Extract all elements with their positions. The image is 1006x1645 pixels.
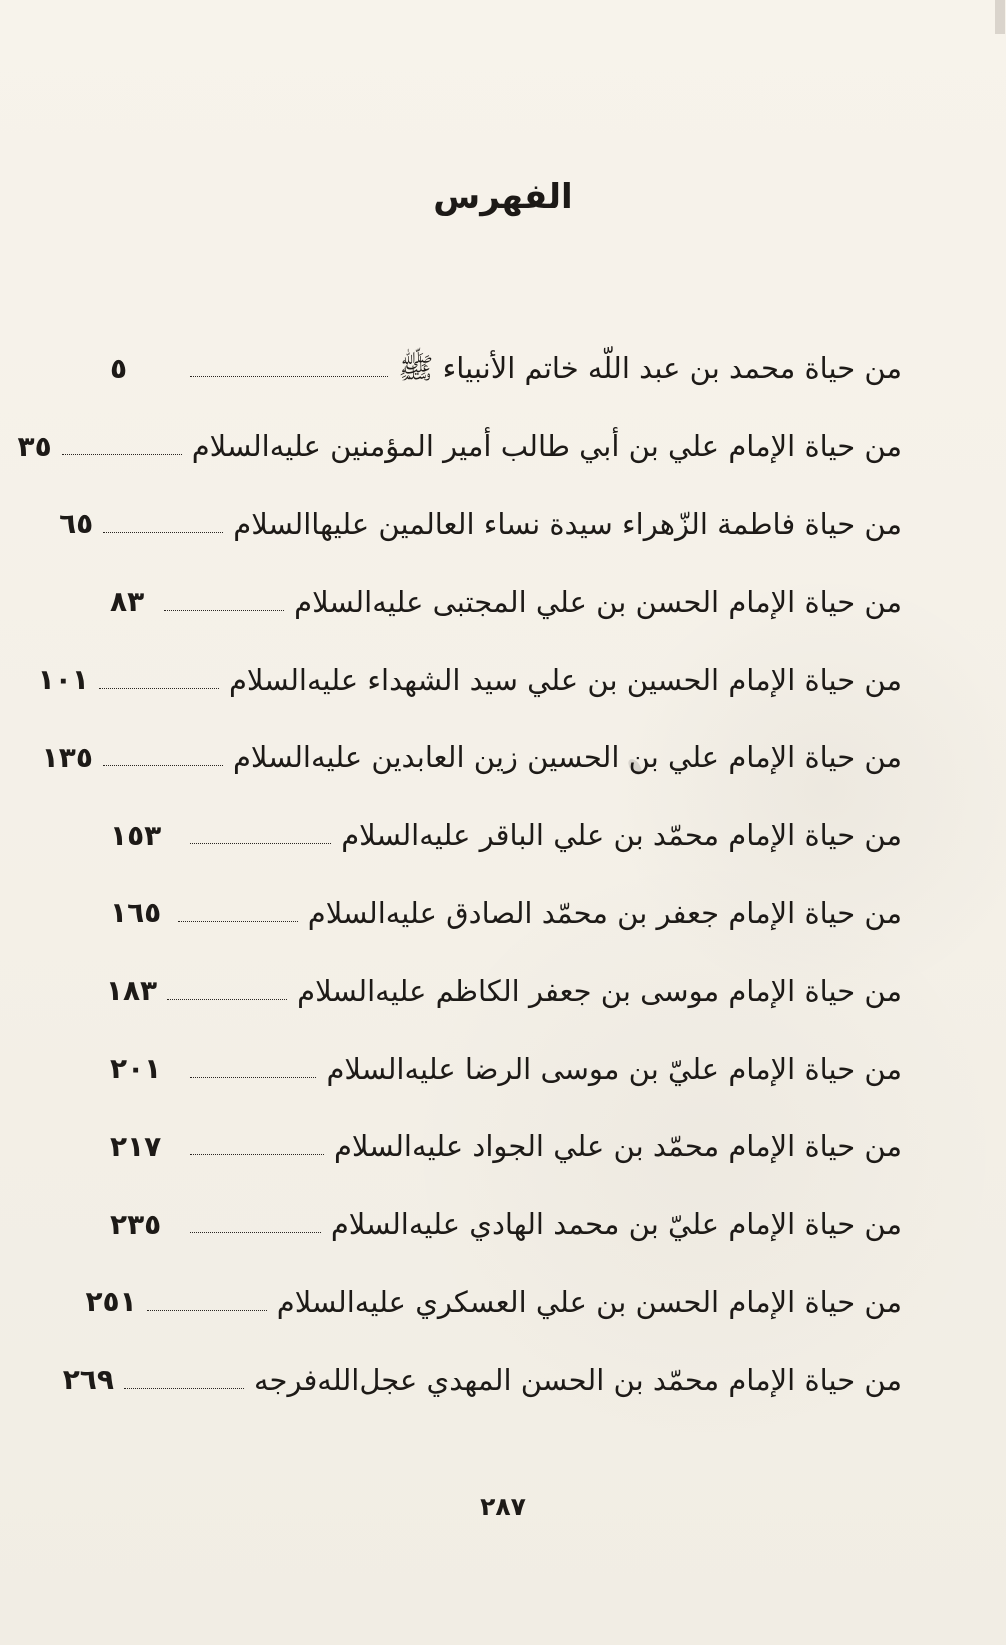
dot-leader	[190, 1232, 321, 1233]
toc-row	[105, 952, 902, 1030]
toc-entry-text: من حياة الإمام جعفر بن محمّد الصادق عليه‌السلام	[307, 895, 902, 930]
toc-page-number: ٥	[110, 351, 128, 385]
toc-page-number: ٢٦٩	[62, 1363, 114, 1397]
toc-entry-text: من حياة الإمام محمّد بن علي الباقر عليه‌السلام	[341, 818, 902, 853]
toc-entry-text: من حياة الإمام محمّد بن الحسن المهدي عجل‌الله‌فرجه	[253, 1362, 902, 1397]
page-title: الفهرس	[433, 177, 573, 217]
toc-page-number: ١٠١	[37, 663, 89, 697]
toc-entry-text: من حياة الإمام علي بن الحسين زين العابدين عليه‌السلام	[232, 740, 902, 775]
toc-row	[110, 1030, 902, 1108]
toc-entry-text: من حياة الإمام عليّ بن محمد الهادي عليه‌السلام	[330, 1207, 902, 1242]
toc-page-number: ٢١٧	[110, 1129, 162, 1163]
toc-page-number: ١٦٥	[110, 896, 162, 930]
table-of-contents	[17, 330, 902, 1419]
toc-row	[85, 1264, 902, 1342]
dot-leader	[178, 921, 298, 922]
dot-leader	[190, 376, 388, 377]
toc-entry-text: من حياة الإمام عليّ بن موسى الرضا عليه‌السلام	[326, 1051, 902, 1086]
toc-page-number: ١٣٥	[41, 740, 93, 774]
toc-page-number: ٢٥١	[85, 1285, 137, 1319]
toc-row	[41, 719, 902, 797]
dot-leader	[190, 1077, 316, 1078]
dot-leader	[190, 1154, 324, 1155]
dot-leader	[190, 843, 331, 844]
dot-leader	[103, 532, 223, 533]
dot-leader	[164, 610, 284, 611]
toc-entry-text: من حياة فاطمة الزّهراء سيدة نساء العالمين عليها‌السلام	[233, 506, 902, 541]
toc-row	[110, 563, 902, 641]
toc-row	[17, 408, 902, 486]
scan-mark	[995, 0, 1005, 34]
toc-page-number: ٨٣	[110, 585, 145, 619]
page-number: ٢٨٧	[480, 1492, 526, 1521]
dot-leader	[124, 1388, 244, 1389]
dot-leader	[147, 1310, 267, 1311]
toc-page-number: ٢٣٥	[110, 1207, 162, 1241]
toc-entry-text: من حياة الإمام موسى بن جعفر الكاظم عليه‌السلام	[297, 973, 902, 1008]
toc-row	[59, 486, 902, 564]
toc-page-number: ٦٥	[59, 507, 94, 541]
toc-page-number: ٣٥	[17, 429, 52, 463]
toc-row	[110, 330, 902, 408]
toc-row	[62, 1341, 902, 1419]
dot-leader	[103, 765, 223, 766]
toc-entry-text: من حياة الإمام الحسن بن علي المجتبى عليه‌السلام	[294, 584, 902, 619]
toc-row	[37, 641, 902, 719]
toc-row	[110, 1186, 902, 1264]
toc-entry-text: من حياة الإمام علي بن أبي طالب أمير المؤمنين عليه‌السلام	[191, 429, 902, 464]
toc-row	[110, 797, 902, 875]
dot-leader	[167, 999, 287, 1000]
toc-page-number: ١٥٣	[110, 818, 162, 852]
toc-page-number: ٢٠١	[110, 1052, 162, 1086]
toc-entry-text: من حياة الإمام الحسن بن علي العسكري عليه‌السلام	[276, 1284, 902, 1319]
toc-entry-text: من حياة محمد بن عبد اللّه خاتم الأنبياء ﷺ	[398, 351, 902, 386]
toc-row	[110, 875, 902, 953]
dot-leader	[62, 454, 182, 455]
dot-leader	[99, 688, 219, 689]
toc-page-number: ١٨٣	[105, 974, 158, 1008]
toc-row	[110, 1108, 902, 1186]
toc-entry-text: من حياة الإمام الحسين بن علي سيد الشهداء عليه‌السلام	[228, 662, 902, 697]
toc-entry-text: من حياة الإمام محمّد بن علي الجواد عليه‌السلام	[333, 1129, 902, 1164]
